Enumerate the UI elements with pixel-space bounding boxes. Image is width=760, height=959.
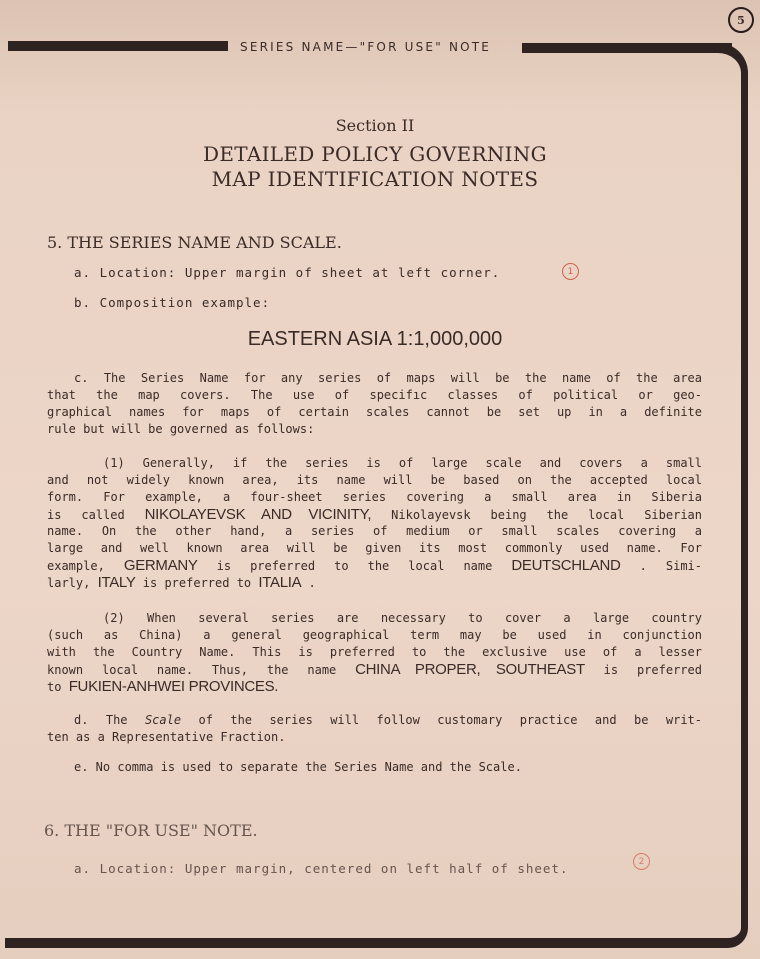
text-run: and not widely known area, its name will be based on the accepted local <box>47 473 702 487</box>
text-run: Nikolayevsk being the local Siberian <box>391 508 702 522</box>
text-run: . <box>308 576 316 590</box>
text-run: is preferred to the local name <box>216 559 512 573</box>
text-line <box>47 627 702 644</box>
text-line <box>47 489 702 506</box>
item-5a: a. Location: Upper margin of sheet at left corner. <box>74 265 501 280</box>
text-run: that the map covers. The use of specifıc classes of political or geo- <box>47 388 702 402</box>
place-name: ITALIA <box>258 574 302 591</box>
paragraph-c2 <box>47 610 702 695</box>
paragraph-c <box>47 370 702 438</box>
heading-6: 6. THE "FOR USE" NOTE. <box>44 821 258 840</box>
text-run: is preferred to <box>142 576 259 590</box>
text-run: of the series will follow customary practice and be writ- <box>198 713 702 727</box>
text-run: (1) Generally, if the series is of large scale and covers a small <box>103 456 702 470</box>
place-name: CHINA PROPER, SOUTHEAST <box>355 661 585 678</box>
text-run: (2) When several series are necessary to cover a large country <box>103 611 702 625</box>
page-title <box>0 142 750 192</box>
item-5b: b. Composition example: <box>74 295 271 310</box>
item-6a: a. Location: Upper margin, centered on left half of sheet. <box>74 861 569 876</box>
text-line <box>47 387 702 404</box>
text-run: graphical names for maps of certain scales cannot be set up in a definite <box>47 405 702 419</box>
text-run: ten as a Representative Fraction. <box>47 730 286 744</box>
text-line <box>47 404 702 421</box>
text-run: (such as China) a general geographical term may be used in conjunction <box>47 628 702 642</box>
paragraph-d <box>47 712 702 746</box>
place-name: GERMANY <box>123 557 198 574</box>
section-label: Section II <box>335 116 415 135</box>
text-run: known local name. Thus, the name <box>47 663 356 677</box>
text-line <box>47 472 702 489</box>
heading-5: 5. THE SERIES NAME AND SCALE. <box>47 233 342 252</box>
text-line <box>47 759 702 776</box>
text-run: is preferred <box>603 663 702 677</box>
text-line <box>47 370 702 387</box>
paragraph-c1 <box>47 455 702 591</box>
text-line <box>47 661 702 678</box>
title-line: DETAILED POLICY GOVERNING <box>203 142 547 166</box>
paragraph-e <box>47 759 702 776</box>
text-run: larly, <box>47 576 98 590</box>
text-run: . Simi- <box>639 559 702 573</box>
text-run: name. On the other hand, a series of medium or small scales covering a <box>47 524 702 538</box>
text-run: to <box>47 680 69 694</box>
text-line <box>47 644 702 661</box>
text-run: c. The Series Name for any series of maps will be the name of the area <box>74 371 702 385</box>
text-run: rule but will be governed as follows: <box>47 422 315 436</box>
text-run: is called <box>47 508 145 522</box>
place-name: ITALY <box>97 574 136 591</box>
text-line <box>47 540 702 557</box>
text-run: d. The <box>74 713 145 727</box>
text-line <box>47 610 702 627</box>
place-name: FUKIEN-ANHWEI PROVINCES. <box>68 678 279 695</box>
text-run: example, <box>47 559 124 573</box>
composition-example: EASTERN ASIA 1:1,000,000 <box>247 328 503 350</box>
annotation-circle-2: 2 <box>633 853 650 870</box>
text-line <box>47 506 702 523</box>
text-run: with the Country Name. This is preferred to the exclusive use of a lesser <box>47 645 702 659</box>
annotation-circle-1: 1 <box>562 263 579 280</box>
page-number: 5 <box>728 7 754 33</box>
text-run: Scale <box>144 713 182 727</box>
text-line <box>47 574 702 591</box>
text-line <box>47 729 702 746</box>
text-line <box>47 678 702 695</box>
text-line <box>47 712 702 729</box>
text-line <box>47 523 702 540</box>
text-run: form. For example, a four-sheet series covering a small area in Siberia <box>47 490 702 504</box>
title-line: MAP IDENTIFICATION NOTES <box>211 167 539 191</box>
footer-rule <box>5 938 725 948</box>
running-header: SERIES NAME—"FOR USE" NOTE <box>240 40 492 54</box>
place-name: NIKOLAYEVSK AND VICINITY, <box>144 506 372 523</box>
text-run: large and well known area will be given its most commonly used name. For <box>47 541 702 555</box>
text-run: e. No comma is used to separate the Series Name and the Scale. <box>74 760 522 774</box>
text-line <box>47 455 702 472</box>
header-rule-left <box>8 41 228 51</box>
text-line <box>47 557 702 574</box>
text-line <box>47 421 702 438</box>
place-name: DEUTSCHLAND <box>511 557 621 574</box>
